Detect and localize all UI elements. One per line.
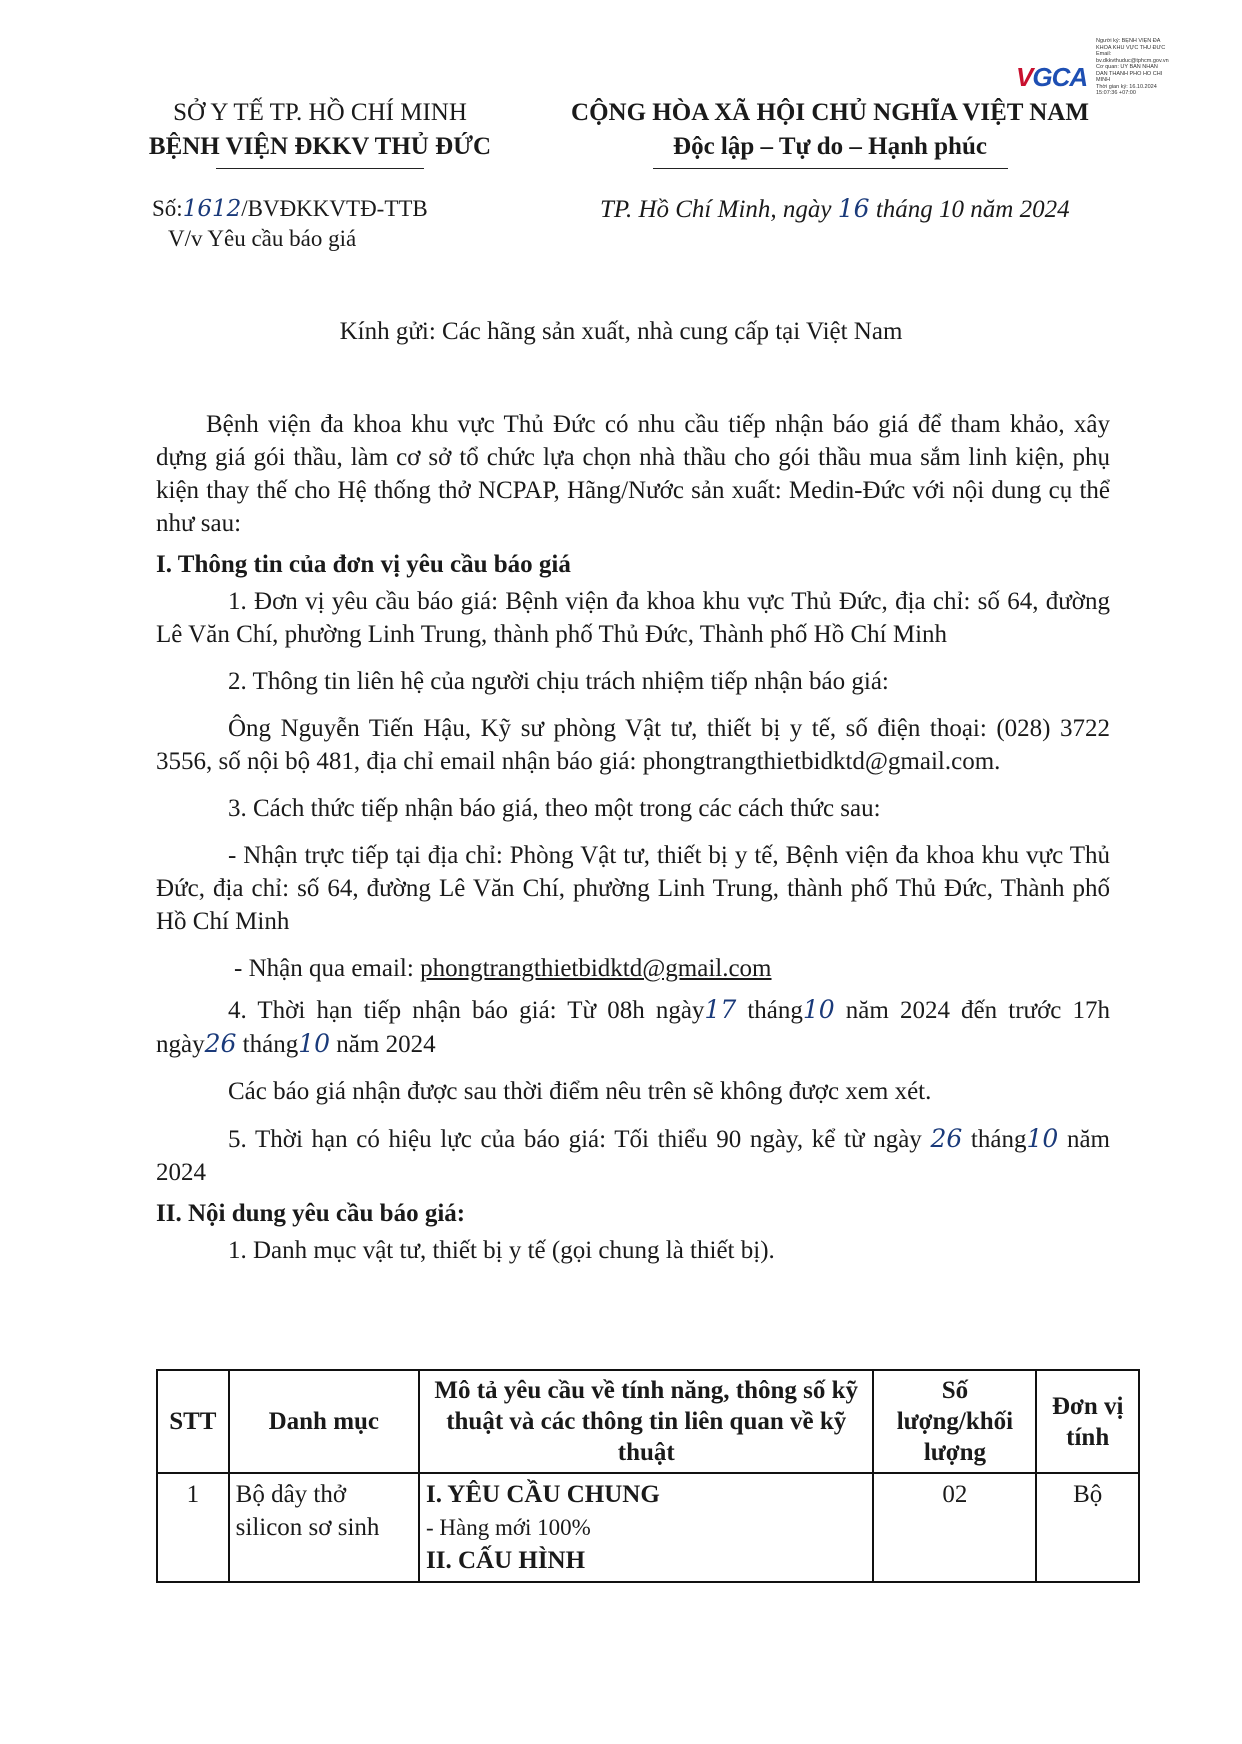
document-body bbox=[156, 408, 1110, 1267]
method-email: - Nhận qua email: phongtrangthietbidktd@gmail.com bbox=[234, 955, 772, 982]
national-header bbox=[530, 96, 1130, 169]
row-name: Bộ dây thở silicon sơ sinh bbox=[229, 1473, 419, 1582]
vgca-logo: VGCA bbox=[1016, 62, 1088, 92]
info-item-4: 4. Thời hạn tiếp nhận báo giá: Từ 08h ngày17 tháng10 năm 2024 đến trước 17h ngày26 tháng10 năm 2024 bbox=[156, 995, 1111, 1058]
signature-text: Người ký: BỆNH VIỆN ĐA KHOA KHU VỰC THỦ ĐỨC Email: bv.dkkvthuduc@tphcm.gov.vn Cơ quan: ỦY BAN NHÂN DÂN THÀNH PHỐ HỒ CHÍ MINH Thời gian ký: 16.10.2024 15:07:36 +07:00 bbox=[1096, 38, 1169, 96]
items-table bbox=[156, 1369, 1140, 1583]
col-stt-header: STT bbox=[157, 1370, 229, 1473]
table-header-row bbox=[157, 1370, 1139, 1473]
handwritten-day: 16 bbox=[837, 194, 870, 223]
list-intro: 1. Danh mục vật tư, thiết bị y tế (gọi chung là thiết bị). bbox=[228, 1237, 775, 1264]
motto-underline bbox=[653, 168, 1008, 169]
method-direct: - Nhận trực tiếp tại địa chỉ: Phòng Vật tư, thiết bị y tế, Bệnh viện đa khoa khu vực Thủ Đức, địa chỉ: số 64, đường Lê Văn Chí, phường Linh Trung, thành phố Thủ Đức, Thành phố Hồ Chí Minh bbox=[156, 842, 1110, 935]
info-item-2: 2. Thông tin liên hệ của người chịu trách nhiệm tiếp nhận báo giá: bbox=[228, 668, 889, 695]
info-item-5: 5. Thời hạn có hiệu lực của báo giá: Tối thiểu 90 ngày, kể từ ngày 26 tháng10 năm 2024 bbox=[156, 1124, 1110, 1186]
document-date: TP. Hồ Chí Minh, ngày 16 tháng 10 năm 2024 bbox=[600, 194, 1070, 223]
desc-heading-general: I. YÊU CẦU CHUNG bbox=[426, 1481, 660, 1508]
nation-name: CỘNG HÒA XÃ HỘI CHỦ NGHĨA VIỆT NAM bbox=[571, 99, 1089, 126]
row-stt: 1 bbox=[157, 1473, 229, 1582]
hospital-name: BỆNH VIỆN ĐKKV THỦ ĐỨC bbox=[148, 133, 492, 160]
col-name-header: Danh mục bbox=[229, 1370, 419, 1473]
salutation: Kính gửi: Các hãng sản xuất, nhà cung cấp tại Việt Nam bbox=[339, 318, 903, 345]
section-heading-2: II. Nội dung yêu cầu báo giá: bbox=[156, 1200, 466, 1227]
table-row bbox=[157, 1473, 1139, 1582]
info-item-1: 1. Đơn vị yêu cầu báo giá: Bệnh viện đa khoa khu vực Thủ Đức, địa chỉ: số 64, đường Lê Văn Chí, phường Linh Trung, thành phố Thủ Đức, Thành phố Hồ Chí Minh bbox=[156, 588, 1110, 648]
intro-paragraph: Bệnh viện đa khoa khu vực Thủ Đức có nhu cầu tiếp nhận báo giá để tham khảo, xây dựng giá gói thầu, làm cơ sở tổ chức lựa chọn nhà thầu cho gói thầu mua sắm linh kiện, phụ kiện thay thế cho Hệ thống thở NCPAP, Hãng/Nước sản xuất: Medin-Đức với nội dung cụ thể như sau: bbox=[156, 411, 1110, 537]
handwritten-number: 1612 bbox=[182, 196, 242, 222]
national-motto: Độc lập – Tự do – Hạnh phúc bbox=[673, 133, 987, 160]
col-qty-header: Số lượng/khối lượng bbox=[873, 1370, 1036, 1473]
section-heading-1: I. Thông tin của đơn vị yêu cầu báo giá bbox=[156, 551, 571, 578]
digital-signature bbox=[1016, 38, 1191, 98]
col-unit-header: Đơn vị tính bbox=[1036, 1370, 1139, 1473]
issuer-header bbox=[120, 96, 520, 169]
row-qty: 02 bbox=[873, 1473, 1036, 1582]
ministry-name: SỞ Y TẾ TP. HỒ CHÍ MINH bbox=[173, 99, 467, 126]
row-desc bbox=[419, 1473, 873, 1582]
document-number: Số:1612/BVĐKKVTĐ-TTB bbox=[152, 196, 428, 222]
document-subject: V/v Yêu cầu báo giá bbox=[168, 226, 357, 251]
desc-heading-config: II. CẤU HÌNH bbox=[426, 1547, 586, 1574]
contact-paragraph: Ông Nguyễn Tiến Hậu, Kỹ sư phòng Vật tư, thiết bị y tế, số điện thoại: (028) 3722 3556, số nội bộ 481, địa chỉ email nhận báo giá: phongtrangthietbidktd@gmail.com. bbox=[156, 715, 1110, 775]
desc-item: - Hàng mới 100% bbox=[426, 1515, 591, 1540]
deadline-note: Các báo giá nhận được sau thời điểm nêu trên sẽ không được xem xét. bbox=[228, 1078, 932, 1105]
email-link[interactable]: phongtrangthietbidktd@gmail.com bbox=[420, 955, 772, 982]
col-desc-header: Mô tả yêu cầu về tính năng, thông số kỹ thuật và các thông tin liên quan về kỹ thuật bbox=[419, 1370, 873, 1473]
header-underline bbox=[216, 168, 424, 169]
row-unit: Bộ bbox=[1036, 1473, 1139, 1582]
info-item-3: 3. Cách thức tiếp nhận báo giá, theo một trong các cách thức sau: bbox=[228, 795, 881, 822]
